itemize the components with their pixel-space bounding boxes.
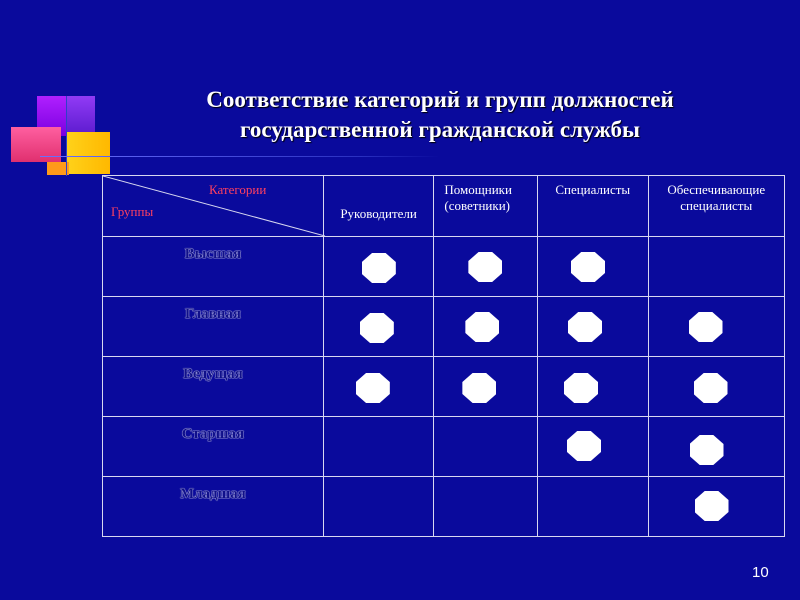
octagon-marker-icon xyxy=(356,373,390,403)
slide-title-line-1: Соответствие категорий и групп должностей xyxy=(206,87,674,112)
column-header-label: Помощники (советники) xyxy=(444,182,512,213)
table-cell xyxy=(323,417,434,477)
octagon-marker-icon xyxy=(564,373,598,403)
row-group-label xyxy=(103,477,324,537)
table-cell xyxy=(323,297,434,357)
octagon-marker-icon xyxy=(689,312,723,342)
octagon-marker-icon xyxy=(462,373,496,403)
categories-groups-table xyxy=(102,175,785,537)
decorative-horizontal-line xyxy=(40,156,440,157)
table-cell xyxy=(434,477,538,537)
table-cell xyxy=(538,477,649,537)
table-header-row xyxy=(103,176,785,237)
row-group-text: Главная xyxy=(184,306,241,322)
table-cell xyxy=(538,297,649,357)
table-cell xyxy=(648,237,785,297)
table-cell xyxy=(434,237,538,297)
table-cell xyxy=(323,477,434,537)
row-group-text: Высшая xyxy=(184,246,242,262)
octagon-marker-icon xyxy=(465,312,499,342)
column-header-label: Специалисты xyxy=(555,182,631,197)
row-group-text: Младшая xyxy=(179,486,246,502)
table-cell xyxy=(434,417,538,477)
octagon-marker-icon xyxy=(362,253,396,283)
slide-title-line-2: государственной гражданской службы xyxy=(240,117,640,142)
table-row xyxy=(103,417,785,477)
row-group-label xyxy=(103,417,324,477)
column-header-specialists xyxy=(538,176,649,237)
table-row xyxy=(103,477,785,537)
table-row xyxy=(103,237,785,297)
categories-label: Категории xyxy=(209,182,267,197)
row-group-label xyxy=(103,297,324,357)
table-cell xyxy=(323,237,434,297)
table-row xyxy=(103,297,785,357)
table-cell xyxy=(323,357,434,417)
octagon-marker-icon xyxy=(468,252,502,282)
octagon-marker-icon xyxy=(571,252,605,282)
octagon-marker-icon xyxy=(694,373,728,403)
slide-title xyxy=(100,85,780,145)
table-cell xyxy=(648,417,785,477)
octagon-marker-icon xyxy=(695,491,729,521)
row-group-text: Старшая xyxy=(181,426,245,442)
table-row xyxy=(103,357,785,417)
table-cell xyxy=(538,237,649,297)
octagon-marker-icon xyxy=(360,313,394,343)
row-group-label xyxy=(103,237,324,297)
table-cell xyxy=(538,357,649,417)
octagon-marker-icon xyxy=(690,435,724,465)
table-cell xyxy=(434,357,538,417)
table-cell xyxy=(648,297,785,357)
groups-label: Группы xyxy=(111,204,154,219)
table-cell xyxy=(648,477,785,537)
page-number: 10 xyxy=(752,564,769,581)
column-header-support-specialists xyxy=(648,176,785,237)
decorative-square-violet xyxy=(67,96,95,132)
table-cell xyxy=(538,417,649,477)
decorative-vertical-line xyxy=(66,96,67,176)
octagon-marker-icon xyxy=(567,431,601,461)
row-group-label xyxy=(103,357,324,417)
row-group-text: Ведущая xyxy=(182,366,243,382)
table-cell xyxy=(648,357,785,417)
column-header-label: Обеспечивающие специалисты xyxy=(667,182,766,213)
table-cell xyxy=(434,297,538,357)
octagon-marker-icon xyxy=(568,312,602,342)
column-header-label: Руководители xyxy=(340,206,417,221)
column-header-leaders xyxy=(323,176,434,237)
column-header-assistants xyxy=(434,176,538,237)
table-corner-cell xyxy=(103,176,324,237)
